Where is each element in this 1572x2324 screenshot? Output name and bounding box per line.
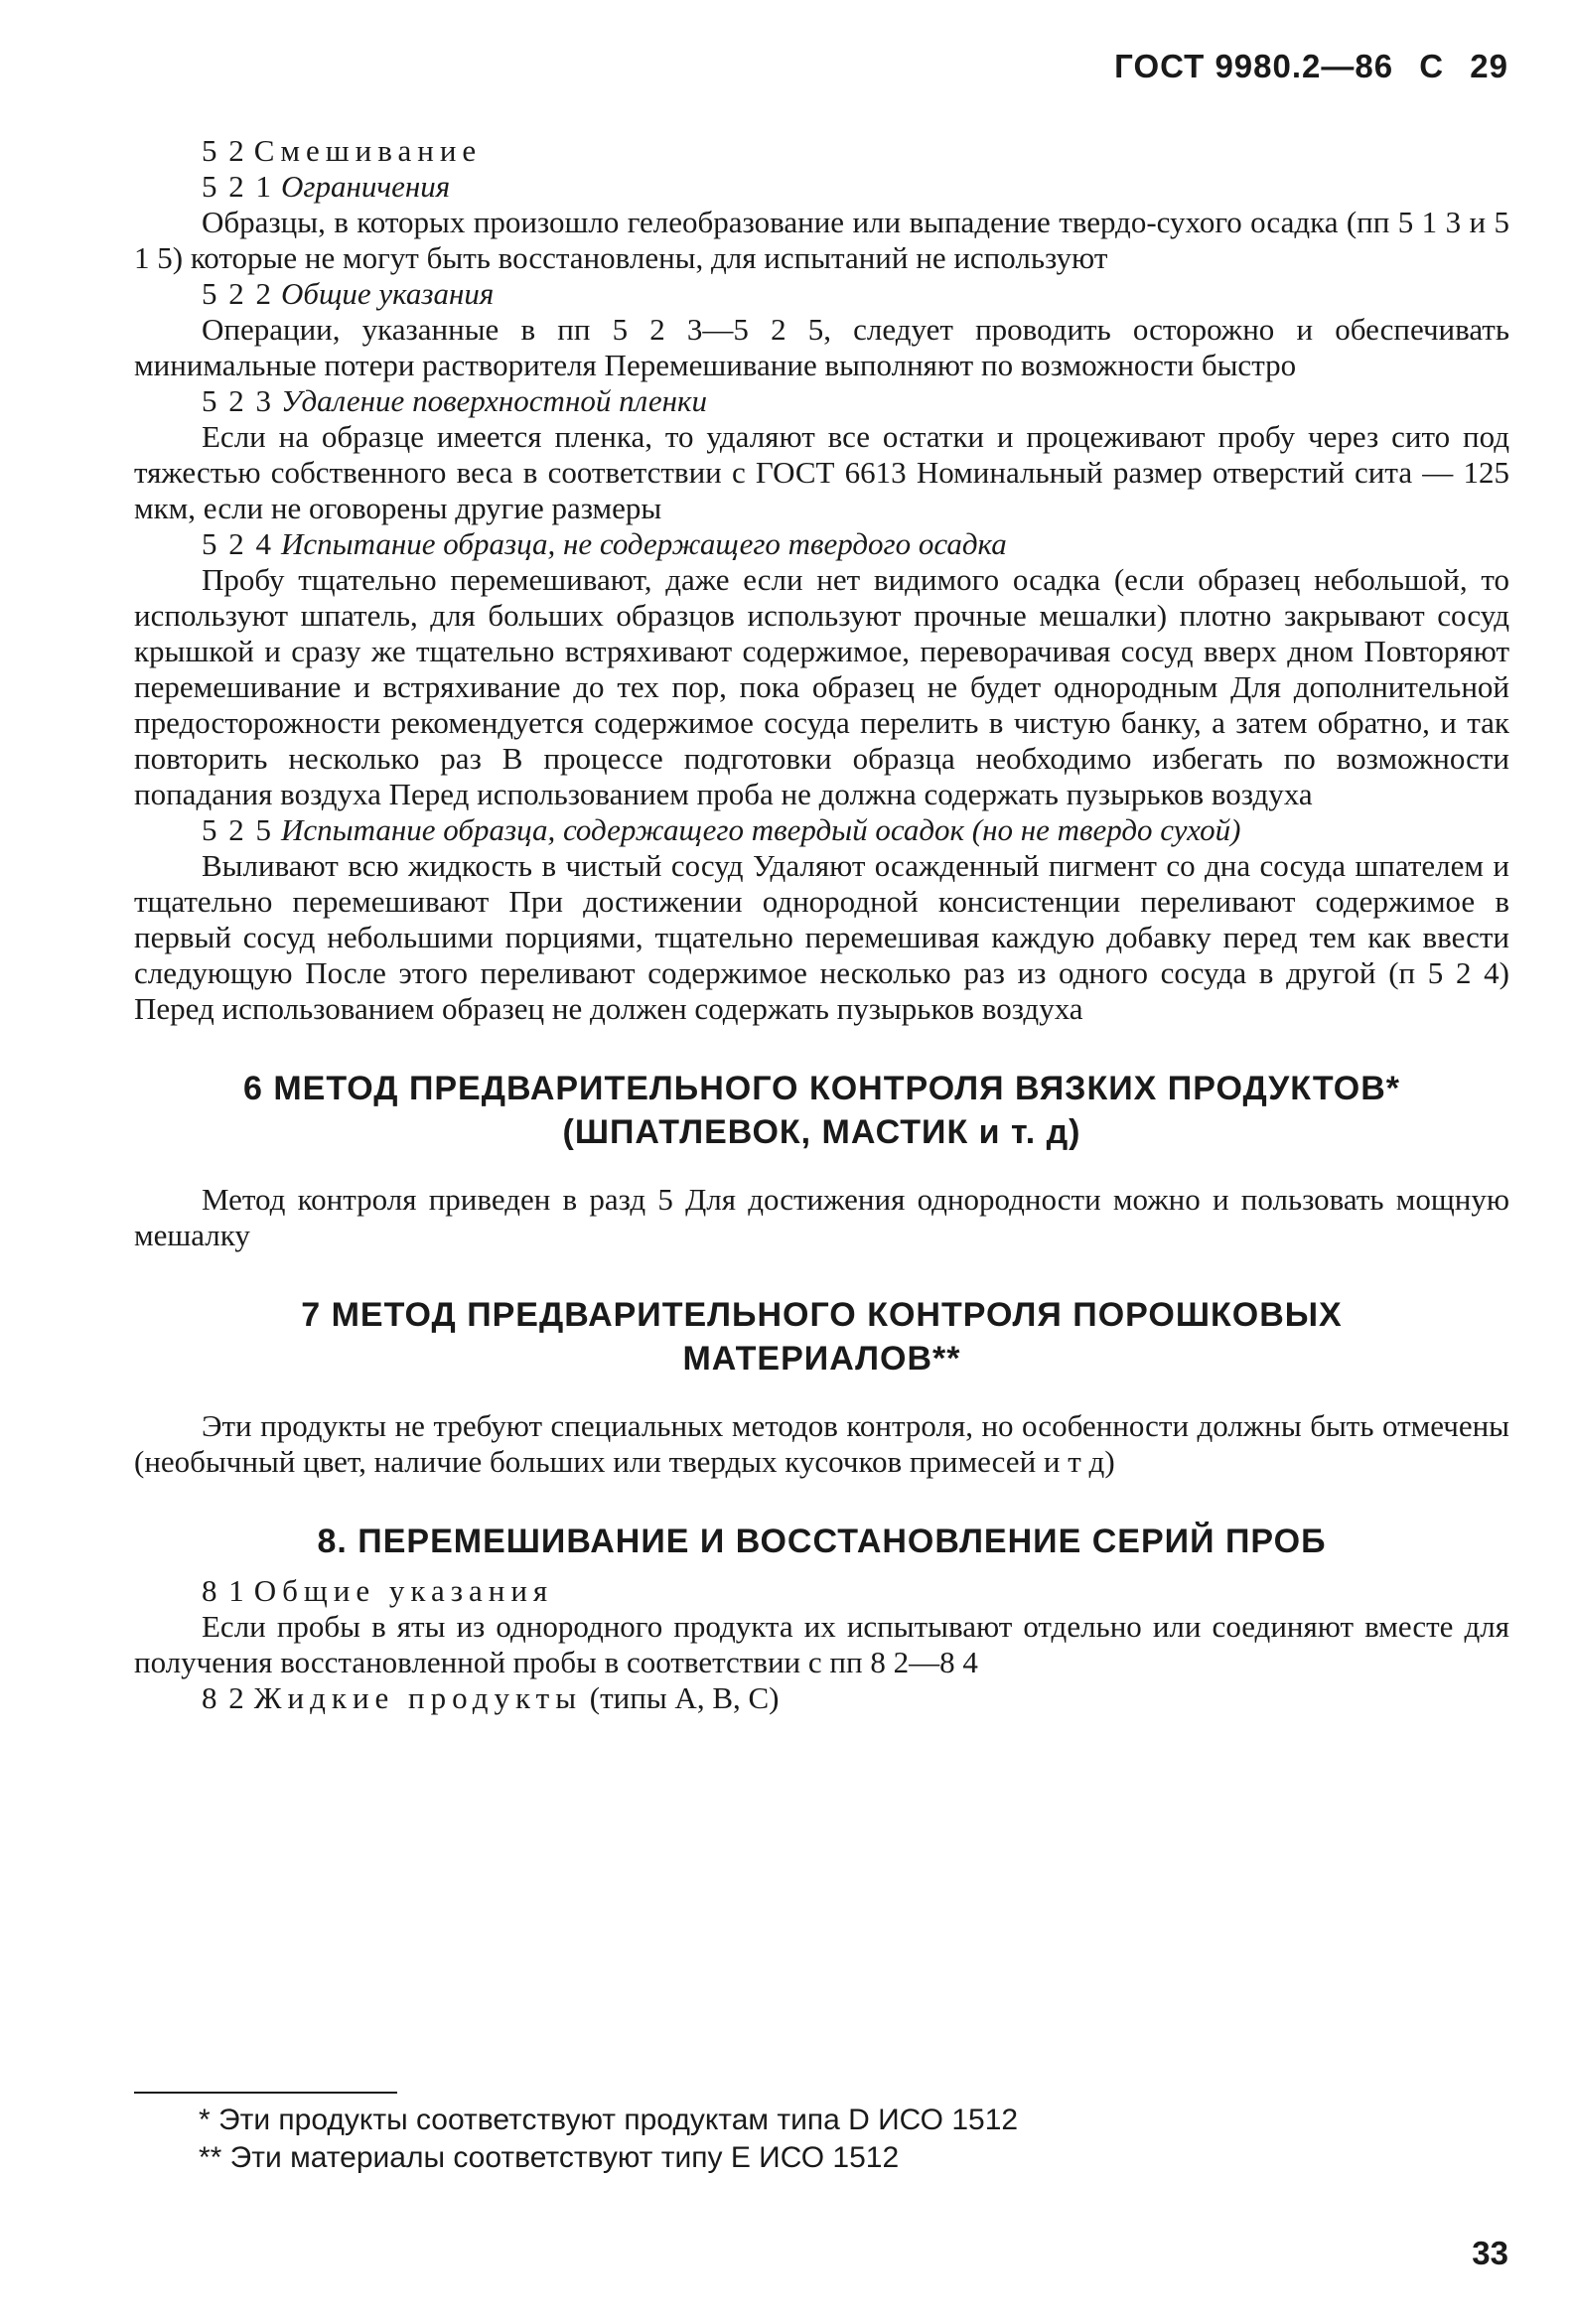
clause-title: Жидкие продукты (253, 1680, 583, 1715)
clause-8-1-text: Если пробы в яты из однородного продукта их испытывают отдельно или соединяют вместе для получения восстановленной пробы в соответствии с пп 8 2—8 4 (134, 1609, 1509, 1679)
clause-title: Испытание образца, не содержащего твердого осадка (281, 526, 1007, 561)
page-number: 33 (1472, 2235, 1508, 2271)
clause-title: Смешивание (253, 133, 483, 168)
clause-title: Общие указания (281, 276, 495, 311)
standard-code: ГОСТ 9980.2—86 (1114, 48, 1394, 84)
section-7-text: Эти продукты не требуют специальных методов контроля, но особенности должны быть отмечены (необычный цвет, наличие больших или твердых кусочков примесей и т д) (134, 1408, 1509, 1479)
clause-title: Ограничения (281, 169, 451, 204)
section-heading-line: 6 МЕТОД ПРЕДВАРИТЕЛЬНОГО КОНТРОЛЯ ВЯЗКИХ ПРОДУКТОВ* (243, 1070, 1400, 1107)
clause-number: 8 1 (202, 1573, 246, 1608)
clause-5-2-heading (134, 133, 1509, 169)
clause-number: 5 2 2 (202, 276, 273, 311)
clause-5-2-3-text: Если на образце имеется пленка, то удаляют все остатки и процеживают пробу через сито под тяжестью собственного веса в соответствии с ГОСТ 6613 Номинальный размер отверстий сита — 125 мкм, если не оговорены другие размеры (134, 419, 1509, 525)
clause-number: 5 2 1 (202, 169, 273, 204)
clause-5-2-5-text: Выливают всю жидкость в чистый сосуд Удаляют осажденный пигмент со дна сосуда шпателем и тщательно перемешивают При достижении однородной консистенции переливают содержимое в первый сосуд небольшими порциями, тщательно перемешивая каждую добавку перед тем как ввести следующую После этого переливают содержимое несколько раз из одного сосуда в другой (п 5 2 4) Перед использованием образец не должен содержать пузырьков воздуха (134, 848, 1509, 1026)
clause-title-suffix: (типы А, В, С) (589, 1680, 780, 1715)
clause-5-2-2-text: Операции, указанные в пп 5 2 3—5 2 5, следует проводить осторожно и обеспечивать минимальные потери растворителя Перемешивание выполняют по возможности быстро (134, 312, 1509, 382)
clause-5-2-3-heading (134, 383, 1509, 419)
clause-5-2-1-heading (134, 169, 1509, 205)
section-heading-line: (ШПАТЛЕВОК, МАСТИК и т. д) (562, 1113, 1081, 1151)
clause-5-2-1-text: Образцы, в которых произошло гелеобразование или выпадение твердо-сухого осадка (пп 5 1 3 и 5 1 5) которые не могут быть восстановлены, для испытаний не используют (134, 205, 1509, 275)
section-heading-line: 7 МЕТОД ПРЕДВАРИТЕЛЬНОГО КОНТРОЛЯ ПОРОШКОВЫХ (301, 1296, 1343, 1334)
clause-number: 5 2 (202, 133, 246, 168)
section-8-heading: 8. ПЕРЕМЕШИВАНИЕ И ВОССТАНОВЛЕНИЕ СЕРИЙ ПРОБ (317, 1523, 1327, 1560)
clause-5-2-2-heading (134, 276, 1509, 312)
running-header (1098, 48, 1508, 85)
body-text (134, 133, 1509, 1716)
header-page-number: 29 (1470, 48, 1508, 84)
section-6-text: Метод контроля приведен в разд 5 Для достижения однородности можно и пользовать мощную мешалку (134, 1182, 1509, 1252)
section-7-heading (134, 1293, 1509, 1380)
footnote: ** Эти материалы соответствуют типу Е ИСО 1512 (199, 2141, 900, 2174)
footnote-divider (134, 2092, 397, 2094)
clause-8-2-heading (134, 1680, 1509, 1716)
clause-number: 5 2 3 (202, 383, 273, 418)
footnote: * Эти продукты соответствуют продуктам типа D ИСО 1512 (199, 2104, 1019, 2136)
clause-5-2-4-text: Пробу тщательно перемешивают, даже если нет видимого осадка (если образец небольшой, то используют шпатель, для больших образцов используют прочные мешалки) плотно закрывают сосуд крышкой и сразу же тщательно встряхивают содержимое, переворачивая сосуд вверх дном Повторяют перемешивание и встряхивание до тех пор, пока образец не будет однородным Для дополнительной предосторожности рекомендуется содержимое сосуда перелить в чистую банку, а затем обратно, и так повторить несколько раз В процессе подготовки образца необходимо избегать по возможности попадания воздуха Перед использованием проба не должна содержать пузырьков воздуха (134, 562, 1509, 811)
clause-number: 8 2 (202, 1680, 246, 1715)
section-heading-line: МАТЕРИАЛОВ** (682, 1340, 961, 1378)
footnotes (199, 2102, 1390, 2177)
clause-5-2-5-heading (134, 812, 1509, 848)
standard-letter: С (1419, 48, 1445, 84)
section-6-heading (134, 1067, 1509, 1154)
clause-title: Испытание образца, содержащего твердый осадок (но не твердо сухой) (281, 812, 1241, 847)
clause-title: Удаление поверхностной пленки (281, 383, 708, 418)
clause-title: Общие указания (253, 1573, 554, 1608)
clause-number: 5 2 5 (202, 812, 273, 847)
clause-5-2-4-heading (134, 526, 1509, 562)
clause-number: 5 2 4 (202, 526, 273, 561)
clause-8-1-heading (134, 1573, 1509, 1609)
